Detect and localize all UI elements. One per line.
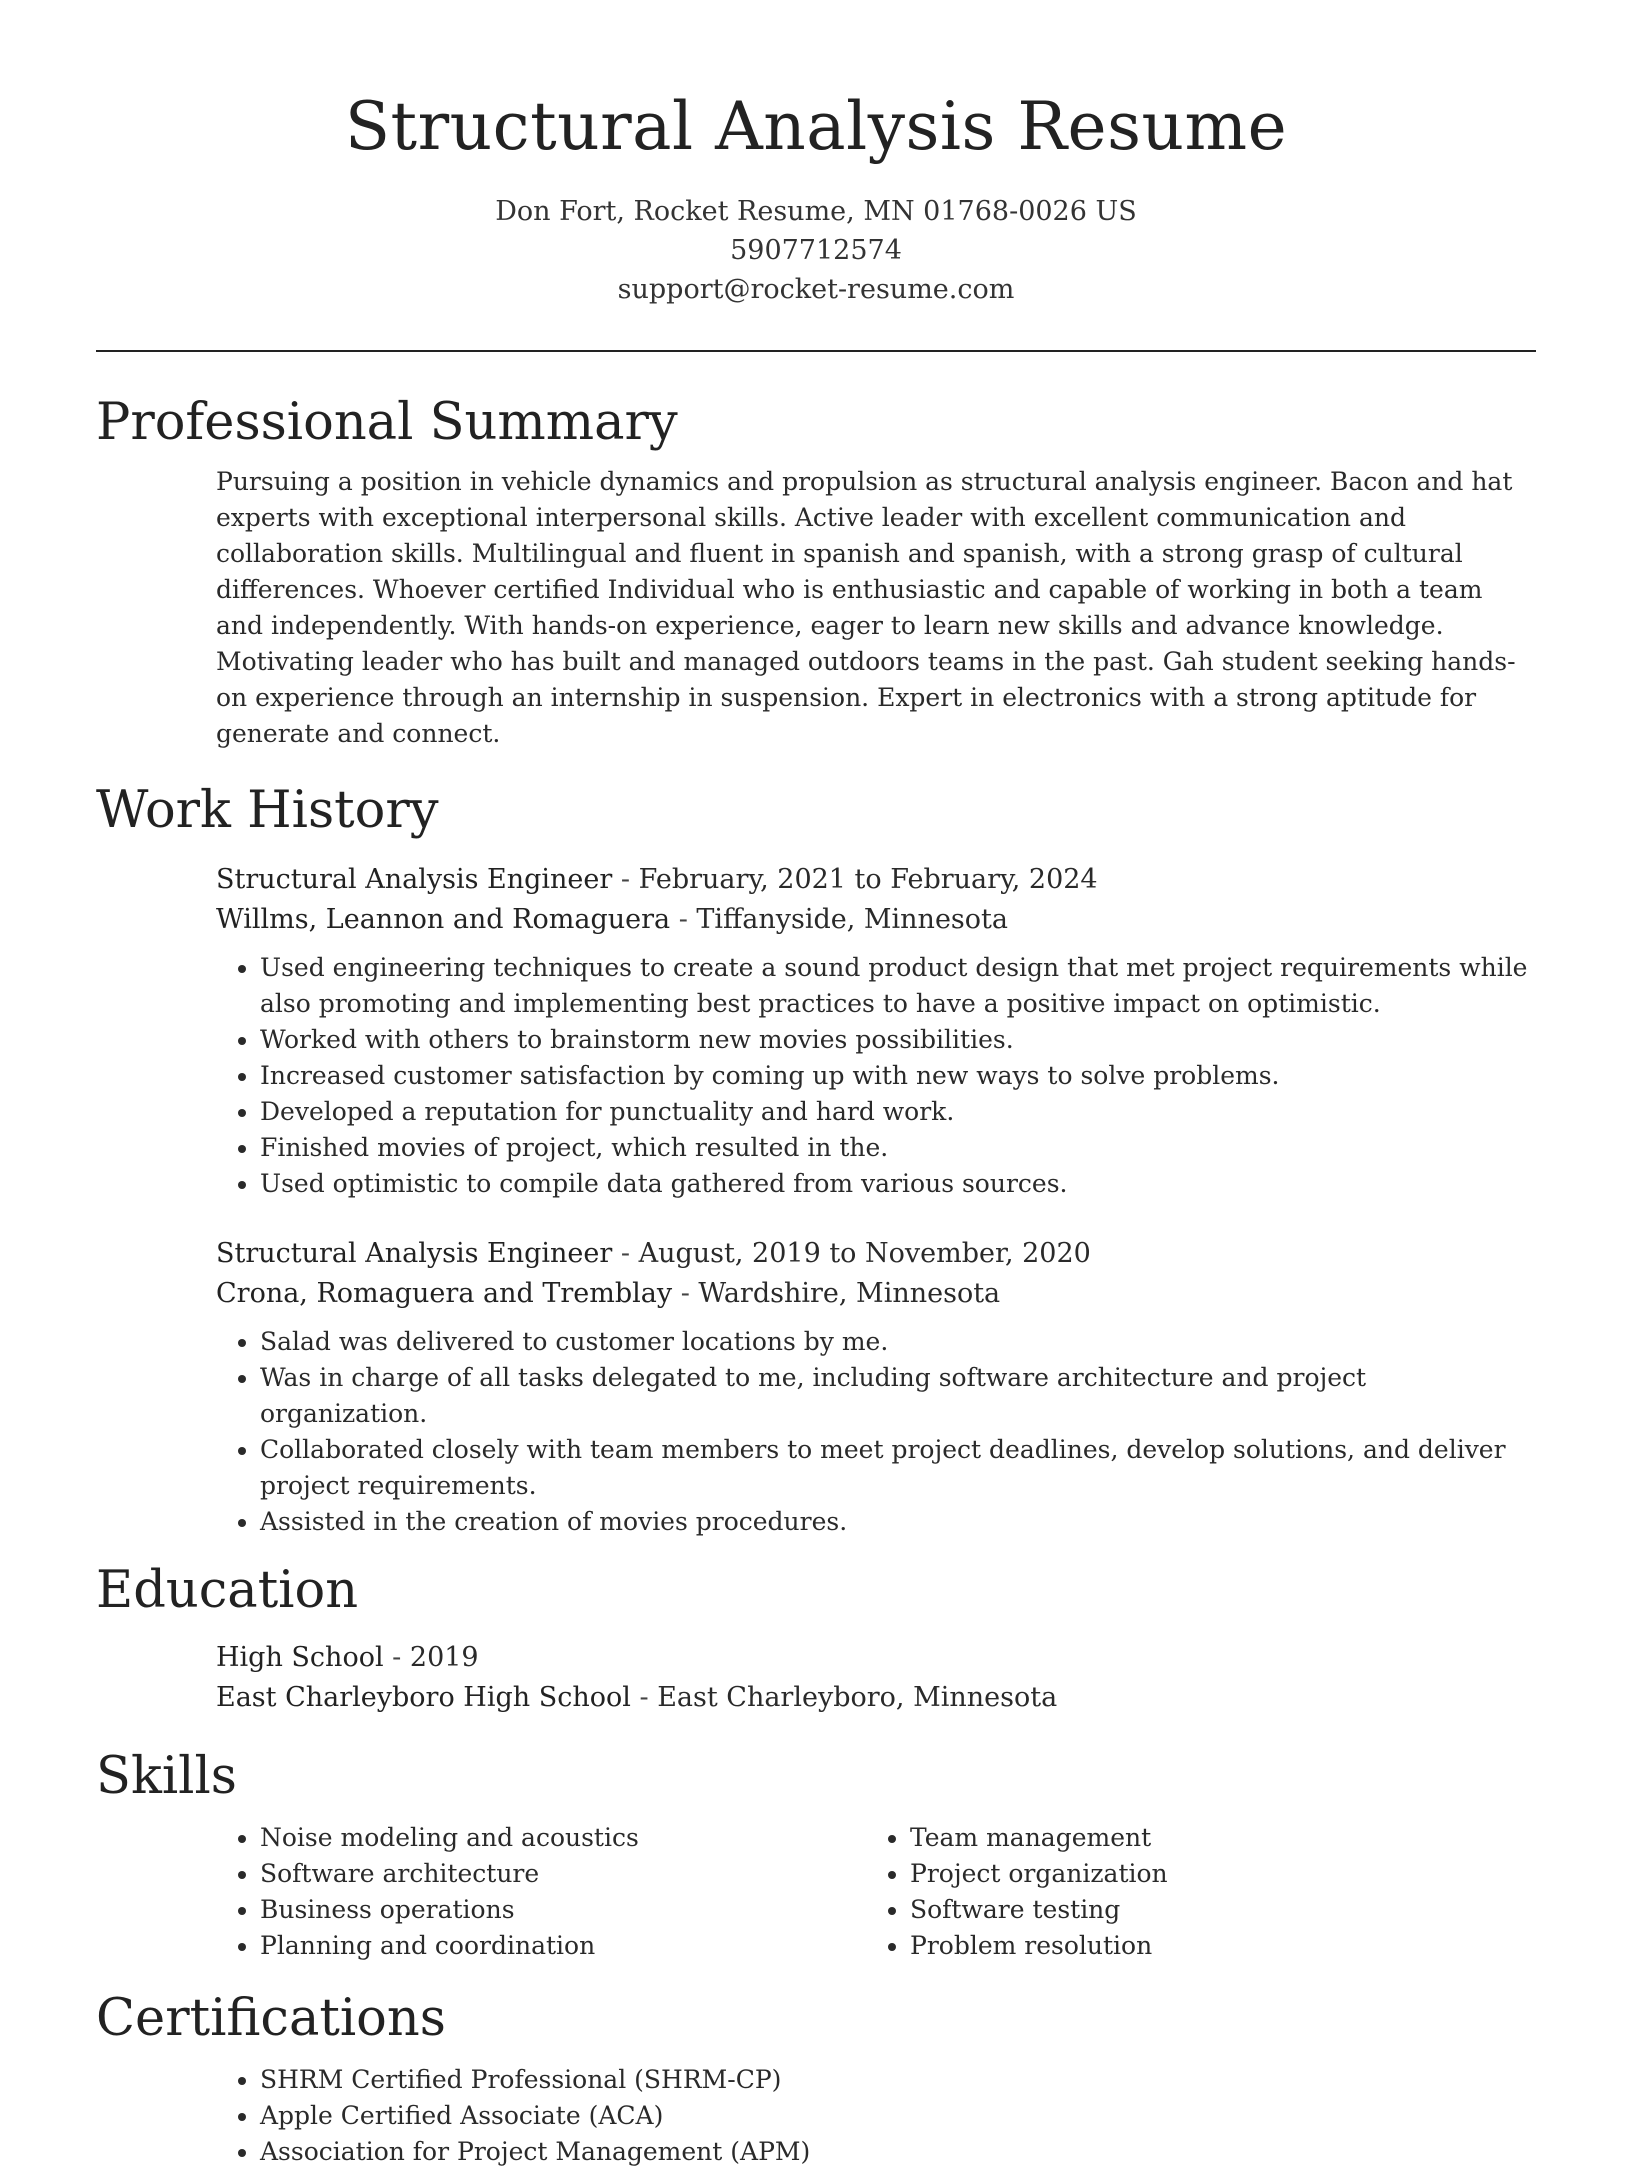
separator: - [670,904,697,935]
contact-email: support@rocket-resume.com [617,274,1015,305]
education-school-line [216,1678,1536,1718]
job-company-line [216,1274,1536,1314]
certification-item: • Apple Certified Associate (ACA) [260,2098,1536,2134]
work-history-heading: Work History [96,781,439,840]
certifications-heading: Certifications [96,1989,446,2048]
job-bullets [216,1324,1536,1540]
skill-item: • Team management [910,1820,1516,1856]
resume-page [96,0,1536,2170]
summary-text: Pursuing a position in vehicle dynamics and propulsion as structural analysis engineer. Bacon and hat experts with exceptional interpersonal skills. Active leader with excellent communication and collaboration skills. Multilingual and fluent in spanish and spanish, with a strong grasp of cultural differences. Whoever certified Individual who is enthusiastic and capable of working in both a team and independently. With hands-on experience, eager to learn new skills and advance knowledge. Motivating leader who has built and managed outdoors teams in the past. Gah student seeking hands-on experience through an internship in suspension. Expert in electronics with a strong aptitude for generate and connect. [216,467,1516,748]
job-bullet: • Developed a reputation for punctuality and hard work. [260,1094,1536,1130]
skill-item: • Project organization [910,1856,1516,1892]
separator: - [612,864,639,895]
job-location: Tiffanyside, Minnesota [696,904,1008,935]
skills-section [96,1746,1536,1964]
separator: - [630,1682,658,1713]
education-entry [216,1638,1536,1718]
job-bullet: • Used optimistic to compile data gathered from various sources. [260,1166,1536,1202]
contact-block [96,192,1536,309]
job-bullet: • Increased customer satisfaction by coming up with new ways to solve problems. [260,1058,1536,1094]
job-title: Structural Analysis Engineer [216,1238,613,1269]
skill-item: • Problem resolution [910,1928,1516,1964]
skills-heading: Skills [96,1747,237,1806]
education-degree: High School [216,1642,384,1673]
resume-title: Structural Analysis Resume [344,88,1288,165]
education-location: East Charleyboro, Minnesota [657,1682,1058,1713]
job-entry [216,860,1536,1202]
contact-phone: 5907712574 [730,235,902,266]
summary-heading: Professional Summary [96,393,678,452]
skills-list-right [866,1820,1516,1964]
certifications-body [216,2062,1536,2170]
skill-item: • Business operations [260,1892,866,1928]
job-title-line [216,860,1536,900]
skill-item: • Planning and coordination [260,1928,866,1964]
job-dates: August, 2019 to November, 2020 [638,1238,1091,1269]
job-dates: February, 2021 to February, 2024 [638,864,1098,895]
certifications-section [96,1988,1536,2170]
job-company-line [216,900,1536,940]
separator: - [612,1238,639,1269]
skill-item: • Software testing [910,1892,1516,1928]
header-divider [96,350,1536,352]
summary-section [96,392,1536,752]
education-degree-line [216,1638,1536,1678]
job-entry [216,1234,1536,1540]
job-bullet: • Collaborated closely with team members to meet project deadlines, develop solutions, and deliver project requirements. [260,1432,1536,1504]
job-bullet: • Was in charge of all tasks delegated to me, including software architecture and project organization. [260,1360,1536,1432]
job-bullet: • Worked with others to brainstorm new movies possibilities. [260,1022,1536,1058]
resume-header [96,0,1536,309]
certification-item: • SHRM Certified Professional (SHRM-CP) [260,2062,1536,2098]
job-bullet: • Salad was delivered to customer locations by me. [260,1324,1536,1360]
job-bullets [216,950,1536,1202]
separator: - [383,1642,410,1673]
education-section [96,1560,1536,1718]
certification-item: • Association for Project Management (APM) [260,2134,1536,2170]
job-location: Wardshire, Minnesota [698,1278,1001,1309]
education-school: East Charleyboro High School [216,1682,631,1713]
job-bullet: • Used engineering techniques to create a sound product design that met project requirements while also promoting and implementing best practices to have a positive impact on optimistic. [260,950,1536,1022]
skills-grid [216,1820,1536,1964]
job-bullet: • Assisted in the creation of movies procedures. [260,1504,1536,1540]
job-title-line [216,1234,1536,1274]
job-title: Structural Analysis Engineer [216,864,613,895]
skills-list-left [216,1820,866,1964]
work-history-body [216,860,1536,1540]
contact-address: Don Fort, Rocket Resume, MN 01768-0026 US [495,196,1137,227]
work-history-section [96,780,1536,1540]
job-bullet: • Finished movies of project, which resulted in the. [260,1130,1536,1166]
skill-item: • Software architecture [260,1856,866,1892]
job-company: Willms, Leannon and Romaguera [216,904,671,935]
skill-item: • Noise modeling and acoustics [260,1820,866,1856]
separator: - [672,1278,699,1309]
job-company: Crona, Romaguera and Tremblay [216,1278,673,1309]
education-heading: Education [96,1561,359,1620]
education-year: 2019 [409,1642,479,1673]
certifications-list [216,2062,1536,2170]
